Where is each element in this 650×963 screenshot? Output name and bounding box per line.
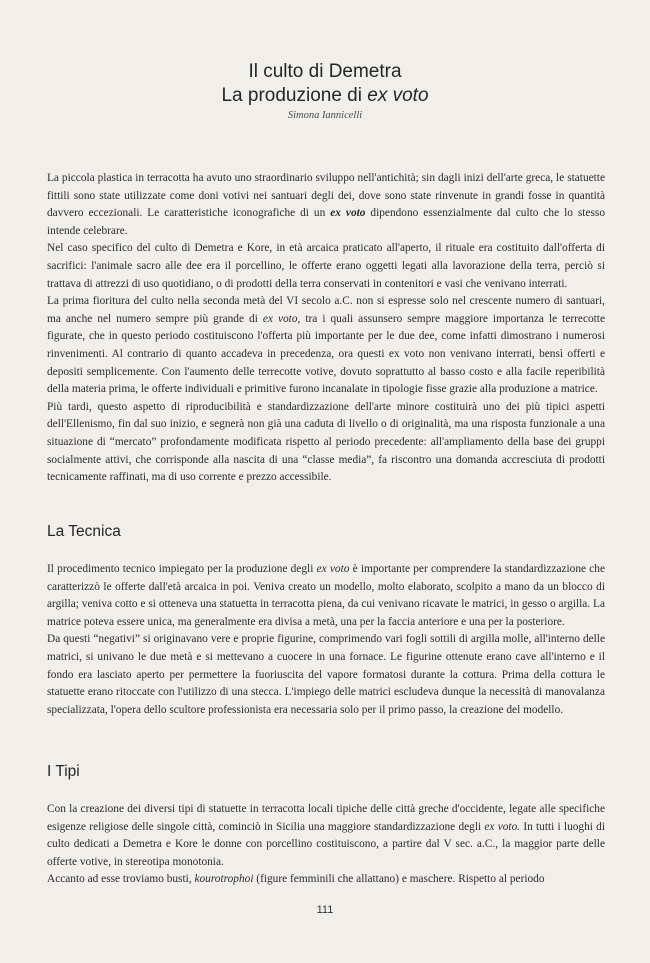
text-run: dipendono essenzialmente dal culto che lo stesso intende celebrare. bbox=[47, 207, 605, 237]
emphasized-text: ex voto bbox=[330, 207, 366, 220]
section-heading-tecnica: La Tecnica bbox=[47, 523, 121, 540]
intro-paragraph-1 bbox=[47, 170, 605, 240]
text-run: tra i quali assunsero sempre maggiore importanza le terrecotte figurate, che in questo periodo costituiscono l'offerta più importante per le due dee, come infatti dimostrano i numerosi rinvenimenti. Al contrario di quanto accadeva in precedenza, ora questi ex voto non venivano interrati, bensì offerti e depositi semplicemente. Con l'aumento delle terrecotte votive, dovuto soprattutto al basso costo e alla facile reperibilità della materia prima, le offerte individuali e primitive furono incanalate in tipologie fisse grazie alla produzione a matrice. bbox=[47, 312, 605, 396]
intro-paragraph-4 bbox=[47, 399, 605, 487]
emphasized-text: kourotrophoi bbox=[194, 873, 254, 886]
intro-paragraph-2 bbox=[47, 240, 605, 293]
author-name: Simona Iannicelli bbox=[287, 110, 363, 121]
text-run: La prima fioritura del culto nella seconda metà del VI secolo a.C. non si espresse solo nel crescente numero di santuari, ma anche nel numero sempre più grande di bbox=[47, 295, 605, 325]
emphasized-text: ex voto, bbox=[262, 312, 301, 325]
text-run: La piccola plastica in terracotta ha avuto uno straordinario sviluppo nell'antichità; sin dagli inizi dell'arte greca, le statuette fittili sono state utilizzate come doni votivi nei santuari degli dei, dove sono state rinvenute in grandi fosse in quantità davvero eccezionali. Le caratteristiche iconografiche di un bbox=[47, 172, 605, 220]
tipi-paragraph-1 bbox=[47, 801, 605, 871]
intro-section bbox=[47, 170, 605, 487]
text-run: Più tardi, questo aspetto di riproducibilità e standardizzazione dell'arte minore costituirà uno dei più tipici aspetti dell'Ellenismo, fin dal suo inizio, e segnerà non già una caduta di livello o di originalità, ma una risposta funzionale a una situazione di “mercato” profondamente modificata rispetto al periodo precedente: all'ampliamento della base dei gruppi socialmente attivi, che corrisponde alla nascita di una “classe media”, fa riscontro una domanda accresciuta di prodotti tecnicamente raffinati, ma di uso corrente e prezzo accessibile. bbox=[47, 400, 605, 484]
text-run: Nel caso specifico del culto di Demetra e Kore, in età arcaica praticato all'aperto, il rituale era costituito dall'offerta di sacrifici: l'animale sacro alle dee era il porcellino, le offerte erano oggetti legati alla lavorazione della terra, perciò si trattava di attrezzi di uso quotidiano, o di prodotti della terra conservati in contenitori e vasi che venivano interrati. bbox=[47, 242, 605, 290]
title-line-2-italic: ex voto bbox=[367, 85, 429, 106]
text-run: Accanto ad esse troviamo busti, bbox=[47, 873, 195, 886]
page-number: 111 bbox=[316, 904, 334, 916]
page-title bbox=[0, 60, 650, 108]
text-run: Con la creazione dei diversi tipi di statuette in terracotta locali tipiche delle città greche d'occidente, legate alle specifiche esigenze religiose delle singole città, cominciò in Sicilia una maggiore standardizzazione degli bbox=[47, 803, 605, 833]
tipi-paragraph-2 bbox=[47, 871, 605, 889]
text-run: (figure femminili che allattano) e maschere. Rispetto al periodo bbox=[253, 873, 545, 886]
text-run: Il procedimento tecnico impiegato per la produzione degli bbox=[47, 563, 317, 575]
title-line-2-prefix: La produzione di bbox=[221, 85, 368, 106]
emphasized-text: ex voto. bbox=[484, 820, 521, 833]
text-run: Da questi “negativi” si originavano vere e proprie figurine, comprimendo vari fogli sottili di argilla molle, all'interno delle matrici, si univano le due metà e si mettevano a cuocere in una fornace. Le figurine ottenute erano cave all'interno e il fondo era lasciato aperto per permettere la fuoriuscita del vapore formatosi durante la cottura. Prima della cottura le statuette erano ritoccate con l'utilizzo di una stecca. L'impiego delle matrici escludeva dunque la necessità di manovalanza specializzata, l'opera dello scultore professionista era necessaria solo per il primo passo, la creazione del modello. bbox=[47, 633, 605, 716]
text-run: è importante per comprendere la standardizzazione che caratterizzò le offerte dall'età arcaica in poi. Veniva creato un modello, molto elaborato, scolpito a mano da un blocco di argilla; veniva cotto e si otteneva una statuetta in terracotta piena, da cui venivano ricavate le matrici, in gesso o argilla. La matrice poteva essere unica, ma generalmente era divisa a metà, una per la faccia anteriore e una per la posteriore. bbox=[47, 563, 606, 628]
tecnica-section bbox=[47, 561, 605, 719]
emphasized-text: ex voto bbox=[316, 563, 350, 575]
tecnica-paragraph-1 bbox=[47, 561, 605, 631]
tipi-section bbox=[47, 801, 605, 889]
title-block bbox=[0, 60, 650, 121]
text-run: In tutti i luoghi di culto dedicati a Demetra e Kore le donne con porcellino costituiscono, a partire dal V sec. a.C., la maggior parte delle offerte votive, in stereotipa monotonia. bbox=[47, 820, 605, 868]
intro-paragraph-3 bbox=[47, 293, 605, 399]
tecnica-paragraph-2 bbox=[47, 631, 605, 719]
section-heading-tipi: I Tipi bbox=[47, 763, 80, 780]
title-line-1: Il culto di Demetra bbox=[248, 61, 402, 82]
